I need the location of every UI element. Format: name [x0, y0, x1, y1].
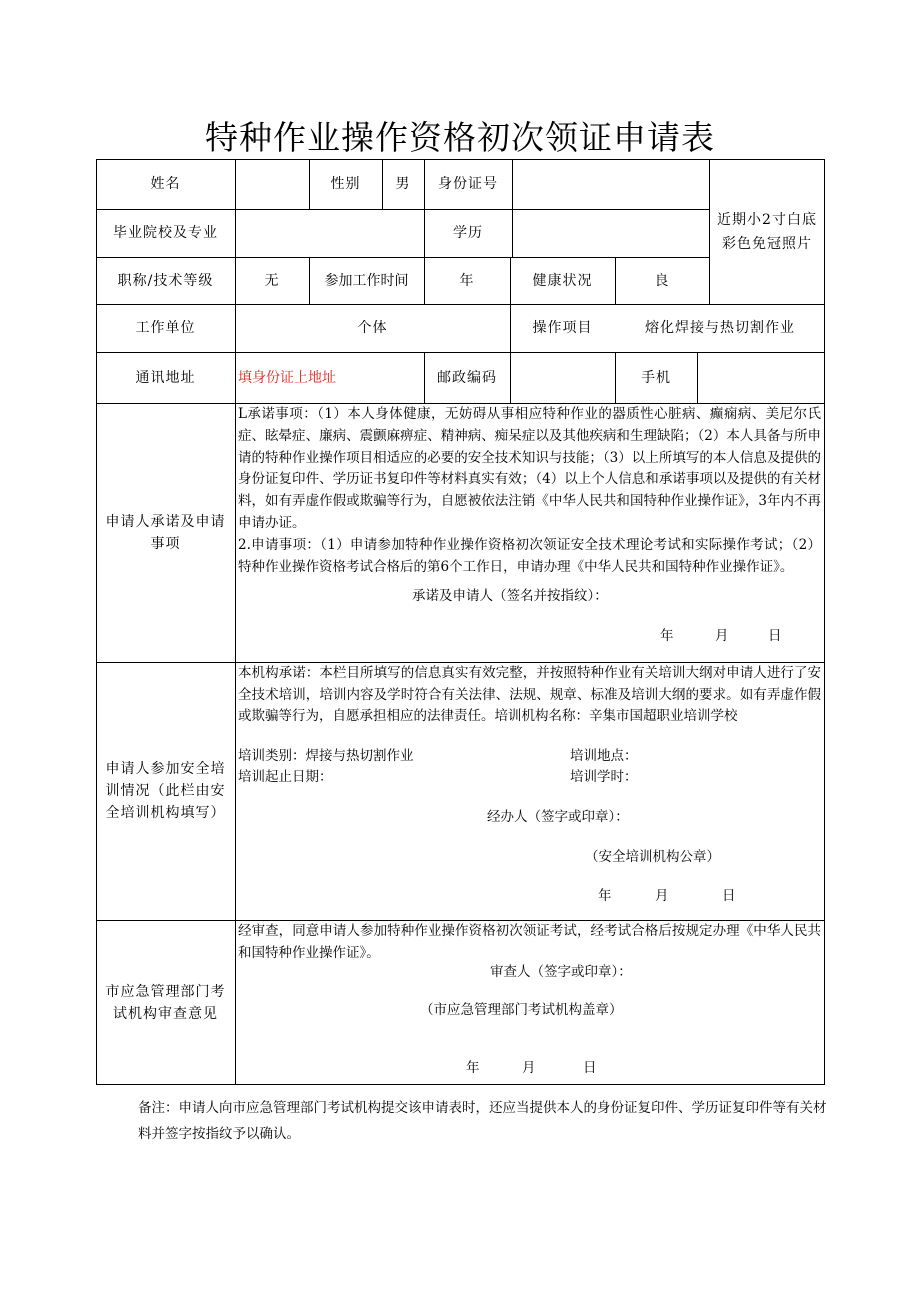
address-field[interactable]: 填身份证上地址 — [238, 369, 336, 386]
training-text: 本机构承诺：本栏目所填写的信息真实有效完整，并按照特种作业有关培训大纲对申请人进行了安全技术培训，培训内容及学时符合有关法律、法规、规章、标准及培训大纲的要求。如有弄虚作假或欺骗等行为，自愿承担相应的法律责任。培训机构名称：辛集市国超职业培训学校 — [238, 665, 821, 724]
gender-field[interactable]: 男 — [395, 176, 411, 192]
review-month: 月 — [522, 1060, 536, 1076]
work-start-label: 参加工作时间 — [324, 272, 409, 289]
training-hours[interactable]: 培训学时： — [570, 769, 638, 785]
promise-applications: 2.申请事项：（1）申请参加特种作业操作资格初次领证安全技术理论考试和实际操作考试；（2）特种作业操作资格考试合格后的第6个工作日，申请办理《中华人民共和国特种作业操作证》。 — [238, 536, 821, 575]
id-number-label: 身份证号 — [438, 176, 498, 192]
promise-year: 年 — [660, 628, 674, 644]
name-label: 姓名 — [150, 176, 181, 192]
training-year: 年 — [598, 888, 612, 904]
review-text: 经审查，同意申请人参加特种作业操作资格初次领证考试，经考试合格后按规定办理《中华人民共和国特种作业操作证》。 — [238, 923, 821, 961]
promise-section-label: 申请人承诺及申请事项 — [105, 513, 226, 552]
training-section-label: 申请人参加安全培训情况（此栏由安全培训机构填写） — [105, 761, 226, 821]
operation-item-label: 操作项目 — [532, 320, 593, 336]
operation-item-field[interactable]: 熔化焊接与热切割作业 — [645, 320, 795, 336]
promise-text — [238, 404, 821, 578]
education-label: 学历 — [453, 225, 483, 241]
address-label: 通讯地址 — [135, 369, 196, 386]
mobile-label: 手机 — [641, 369, 671, 386]
page-title: 特种作业操作资格初次领证申请表 — [205, 118, 715, 157]
title-grade-field[interactable]: 无 — [264, 272, 280, 289]
review-section-label: 市应急管理部门考试机构审查意见 — [105, 983, 226, 1022]
training-seal: （安全培训机构公章） — [585, 849, 720, 865]
training-period[interactable]: 培训起止日期： — [238, 769, 333, 785]
postal-code-field[interactable] — [510, 352, 615, 403]
promise-signer[interactable]: 承诺及申请人（签名并按指纹）： — [412, 588, 608, 604]
school-major-label: 毕业院校及专业 — [113, 225, 218, 241]
health-label: 健康状况 — [532, 272, 593, 289]
review-seal: （市应急管理部门考试机构盖章） — [420, 1002, 623, 1018]
promise-day: 日 — [768, 628, 782, 644]
review-year: 年 — [466, 1060, 480, 1076]
postal-code-label: 邮政编码 — [437, 369, 497, 386]
work-start-field[interactable]: 年 — [459, 272, 475, 289]
training-day: 日 — [722, 888, 736, 904]
photo-placeholder[interactable]: 近期小2寸白底彩色免冠照片 — [717, 211, 817, 252]
review-day: 日 — [583, 1060, 597, 1076]
training-month: 月 — [655, 888, 669, 904]
work-unit-field[interactable]: 个体 — [357, 320, 388, 336]
mobile-field[interactable] — [697, 352, 825, 403]
footnote: 备注：申请人向市应急管理部门考试机构提交该申请表时，还应当提供本人的身份证复印件、学历证复印件等有关材料并签字按指纹予以确认。 — [138, 1100, 827, 1142]
promise-month: 月 — [715, 628, 729, 644]
training-handler[interactable]: 经办人（签字或印章）： — [487, 809, 629, 825]
review-reviewer[interactable]: 审查人（签字或印章）： — [490, 964, 632, 980]
training-type: 培训类别：焊接与热切割作业 — [238, 748, 414, 764]
name-field[interactable] — [235, 159, 309, 209]
work-unit-label: 工作单位 — [135, 320, 196, 336]
school-major-field[interactable] — [235, 209, 424, 257]
title-grade-label: 职称/技术等级 — [117, 272, 214, 289]
gender-label: 性别 — [330, 176, 361, 192]
id-number-field[interactable] — [512, 159, 709, 209]
promise-commitments: L承诺事项：（1）本人身体健康，无妨碍从事相应特种作业的器质性心脏病、癫痫病、美尼尔氏症、眩晕症、廉病、震颤麻痹症、精神病、痴呆症以及其他疾病和生理缺陷；（2）本人具备与所申请的特种作业操作项目相适应的必要的安全技术知识与技能；（3）以上所填写的本人信息及提供的身份证复印件、学历证书复印件等材料真实有效；（4）以上个人信息和承诺事项以及提供的有关材料，如有弄虚作假或欺骗等行为，自愿被依法注销《中华人民共和国特种作业操作证》，3年内不再申请办证。 — [238, 406, 821, 531]
training-place[interactable]: 培训地点： — [570, 748, 638, 764]
education-field[interactable] — [512, 209, 709, 257]
health-field[interactable]: 良 — [654, 272, 670, 289]
